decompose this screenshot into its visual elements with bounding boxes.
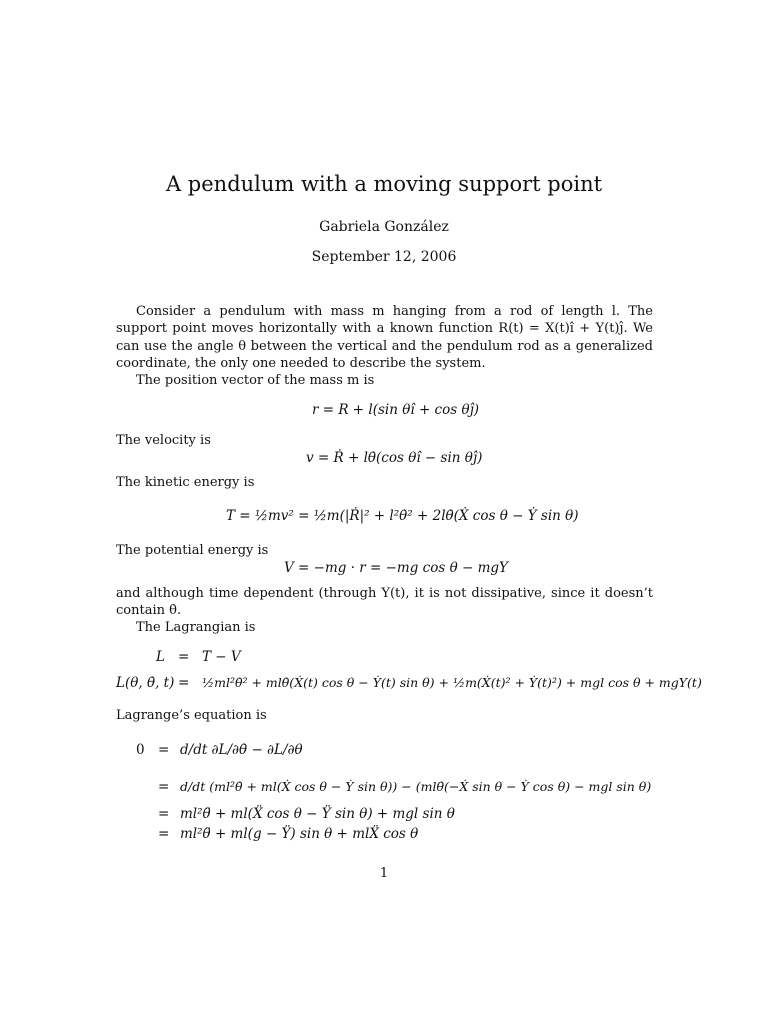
lagrangian-rhs-2: ½ml²θ̇² + mlθ̇(Ẋ(t) cos θ − Ẏ(t) sin θ) + ½m(Ẋ(t)² + Ẏ(t)²) + mgl cos θ + mgY(t) — [202, 675, 702, 690]
position-equation: r = R + l(sin θî + cos θĵ) — [312, 402, 480, 418]
position-lead: The position vector of the mass m is — [136, 373, 375, 388]
potential-equation: V = −mg · r = −mg cos θ − mgY — [284, 560, 508, 576]
paper-date: September 12, 2006 — [311, 249, 457, 265]
velocity-equation: v = Ṙ + lθ̇(cos θî − sin θĵ) — [306, 450, 483, 466]
lagrange-lhs: 0 — [136, 742, 145, 758]
lagrangian-lhs-1: L — [156, 649, 165, 665]
lagrangian-rhs-1: T − V — [202, 649, 241, 665]
lagrange-line-3: ml²θ̈ + ml(Ẍ cos θ − Ÿ sin θ) + mgl sin θ — [180, 806, 455, 822]
intro-paragraph: Consider a pendulum with mass m hanging from a rod of length l. The support point moves horizontally with a known function R(t) = X(t)î + Y(t)ĵ. We can use the angle θ between the vertical and the pendulum rod as a generalized coordinate, the only one needed to describe the system. — [116, 304, 653, 372]
equals-sign: = — [158, 826, 170, 842]
author-name: Gabriela González — [319, 219, 449, 235]
kinetic-lead: The kinetic energy is — [116, 475, 255, 490]
equals-sign: = — [158, 779, 170, 795]
equals-sign: = — [158, 742, 170, 758]
equals-sign: = — [178, 675, 190, 691]
lagrangian-lead: The Lagrangian is — [136, 620, 256, 635]
lagrangian-lhs-2: L(θ, θ̇, t) — [116, 675, 175, 691]
equals-sign: = — [178, 649, 190, 665]
page-number: 1 — [379, 866, 389, 881]
lagrange-line-1: d/dt ∂L/∂θ̇ − ∂L/∂θ — [180, 742, 303, 758]
equals-sign: = — [158, 806, 170, 822]
lagrange-line-2: d/dt (ml²θ̇ + ml(Ẋ cos θ − Ẏ sin θ)) − (mlθ̇(−Ẋ sin θ − Ẏ cos θ) − mgl sin θ) — [180, 779, 652, 794]
velocity-lead: The velocity is — [116, 433, 211, 448]
dissipative-note: and although time dependent (through Y(t), it is not dissipative, since it doesn’t contain θ̇. — [116, 586, 653, 619]
kinetic-equation: T = ½mv² = ½m(|Ṙ|² + l²θ̇² + 2lθ̇(Ẋ cos θ − Ẏ sin θ) — [226, 508, 579, 524]
lagrange-eq-lead: Lagrange’s equation is — [116, 708, 267, 723]
potential-lead: The potential energy is — [116, 543, 269, 558]
paper-title: A pendulum with a moving support point — [165, 172, 603, 196]
lagrange-line-4: ml²θ̈ + ml(g − Ÿ) sin θ + mlẌ cos θ — [180, 826, 419, 842]
